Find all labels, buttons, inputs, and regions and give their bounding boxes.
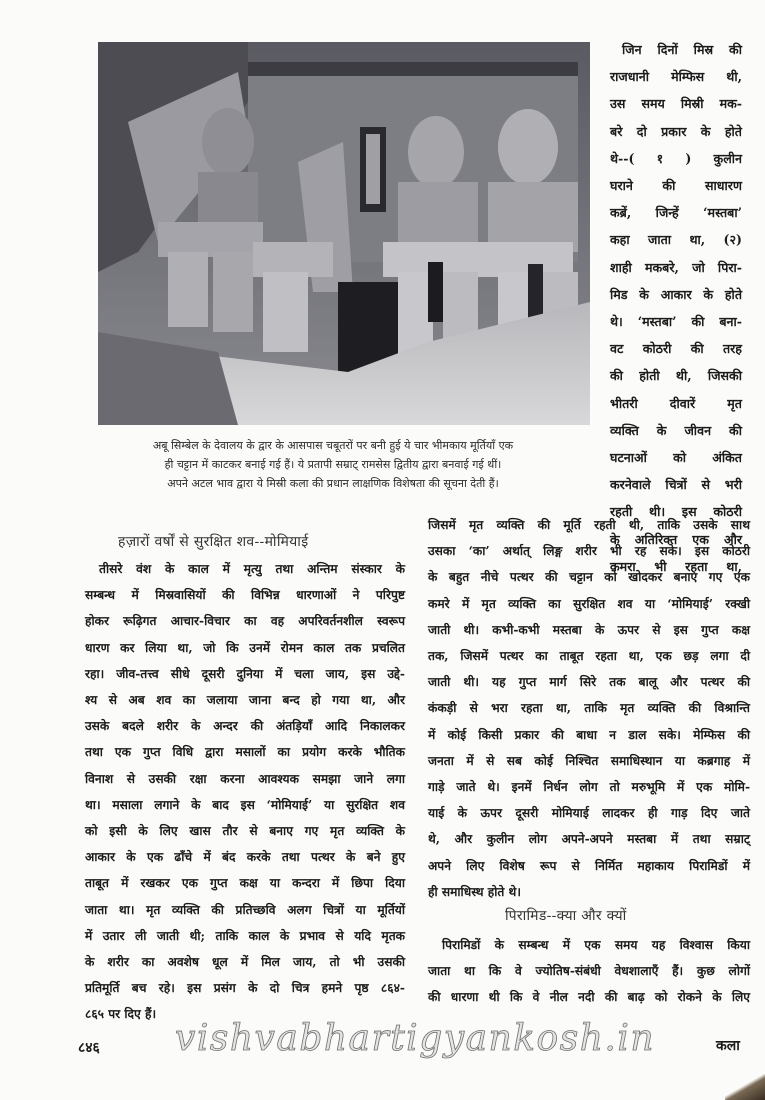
text-line: था। मसाला लगाने के बाद इस ‘मोमियाई’ या सुरक्षित शव	[85, 797, 405, 812]
text-line: जिसमें मृत व्यक्ति की मूर्ति रहती थी, ताकि उसके साथ	[428, 518, 750, 532]
text-line: तथा एक गुप्त विधि द्वारा मसालों का प्रयोग करके भौतिक	[85, 745, 405, 760]
text-line: शाही मकबरे, जो पिरा-	[610, 259, 742, 275]
text-line: में उतार ली जाती थी; ताकि काल के प्रभाव से यदि मृतक	[85, 928, 405, 943]
text-line: मिड के आकार के होते	[610, 286, 742, 302]
text-line: श्य से अब शव का जलाया जाना बन्द हो गया था, और	[85, 693, 405, 708]
text-line: वट कोठरी की तरह	[610, 341, 742, 357]
text-line: घटनाओं को अंकित	[610, 450, 742, 466]
text-line: थे, और कुलीन लोग अपने-अपने मस्तबा में तथा सम्राट्	[428, 832, 750, 847]
text-line: ही समाधिस्थ होते थे।	[428, 884, 521, 899]
text-line: होकर रूढ़िगत आचार-विचार का वह अपरिवर्तनशील स्वरूप	[85, 614, 405, 629]
text-line: की धारणा थी कि वे नील नदी की बाढ़ को रोकने के लिए	[428, 990, 750, 1005]
text-line: जाती थी। यह गुप्त मार्ग सिरे तक बालू और पत्थर की	[428, 675, 750, 690]
right-column-text	[428, 512, 750, 905]
text-line: जाता था। मृत व्यक्ति की प्रतिच्छवि अलग चित्रों या मूर्तियों	[85, 902, 405, 917]
text-line: जिन दिनों मिस्र की	[622, 42, 742, 57]
text-line: कंकड़ी से भरा रहता था, ताकि मृत व्यक्ति की विश्रान्ति	[428, 701, 750, 716]
text-line: घराने की साधारण	[610, 178, 742, 194]
text-line: पिरामिडों के सम्बन्ध में एक समय यह विश्वास किया	[442, 938, 750, 952]
photo-illustration	[98, 42, 590, 425]
text-line: अपने लिए विशेष रूप से निर्मित महाकाय पिरामिडों में	[428, 858, 750, 873]
text-line: सम्बन्ध में मिस्रवासियों की विभिन्न धारणाओं ने परिपुष्ट	[85, 588, 405, 603]
text-line: तीसरे वंश के काल में मृत्यु तथा अन्तिम संस्कार के	[99, 562, 405, 576]
text-line: के अतिरिक्त एक और	[610, 531, 742, 547]
text-line: ताबूत में रखकर एक गुप्त कक्ष या कन्दरा में छिपा दिया	[85, 876, 405, 891]
text-line: कब्रें, जिन्हें ‘मस्तबा’	[610, 205, 742, 221]
text-line: उस समय मिस्री मक-	[610, 96, 742, 112]
caption-line: अबू सिम्बेल के देवालय के द्वार के आसपास चबूतरों पर बनी हुई ये चार भीमकाय मूर्तियाँ एक	[152, 439, 514, 452]
text-line: जाता था कि वे ज्योतिष-संबंधी वेधशालाएँ हैं। कुछ लोगों	[428, 964, 750, 979]
text-line: तक, जिसमें पत्थर का ताबूत रहता था, एक छड़ लगा दी	[428, 649, 750, 664]
section-heading-pyramids: पिरामिड--क्या और क्यों	[505, 908, 627, 924]
text-line: कमरे में मृत व्यक्ति का सुरक्षित शव या ‘मोमियाई’ रक्खी	[428, 596, 750, 611]
text-line: भीतरी दीवारें मृत	[610, 395, 742, 411]
text-line: आकार के एक ढाँचे में बंद करके तथा पत्थर के बने हुए	[85, 850, 405, 865]
text-line: ८६५ पर दिए हैं।	[85, 1007, 157, 1022]
text-line: धारण कर लिया था, जो कि उनमें रोमन काल तक प्रचलित	[85, 640, 405, 655]
text-line: व्यक्ति के जीवन की	[610, 422, 742, 438]
page-number: ८४६	[78, 1040, 100, 1056]
text-line: रहती थी। इस कोठरी	[610, 504, 742, 520]
side-column-text	[610, 36, 742, 580]
text-line: जाती थी। कभी-कभी मस्तबा के ऊपर से इस गुप्त कक्ष	[428, 622, 750, 637]
text-line: प्रतिमूर्ति बच रहे। इस प्रसंग के दो चित्र हमने पृष्ठ ८६४-	[85, 981, 405, 996]
text-line: विनाश से उसकी रक्षा करना आवश्यक समझा जाने लगा	[85, 771, 405, 786]
pyramids-text	[428, 932, 750, 1011]
figure-caption	[78, 436, 588, 493]
caption-line: अपने अटल भाव द्वारा ये मिस्री कला की प्रधान लाक्षणिक विशेषता की सूचना देती हैं।	[167, 477, 499, 490]
left-column-text	[85, 556, 405, 1028]
text-line: के बहुत नीचे पत्थर की चट्टान को खोदकर बनाए गए एक	[428, 570, 750, 585]
text-line: जनता में से सब कोई निश्चित समाधिस्थान या कब्रगाह में	[428, 753, 750, 768]
page-edge-shadow	[725, 1074, 765, 1100]
text-line: बरे दो प्रकार के होते	[610, 123, 742, 139]
text-line: की होती थी, जिसकी	[610, 368, 742, 384]
text-line: गाड़े जाते थे। इनमें निर्धन लोग तो मरुभूमि में एक मोमि-	[428, 780, 750, 795]
text-line: थे। ‘मस्तबा’ की बना-	[610, 314, 742, 330]
text-line: के शरीर का अवशेष धूल में मिल जाय, तो भी उसकी	[85, 955, 405, 970]
section-heading-mummies: हज़ारों वर्षों से सुरक्षित शव--मोमियाई	[118, 534, 309, 550]
watermark: vishvabhartigyankosh.in	[175, 1018, 656, 1059]
text-line: कहा जाता था, (२)	[610, 232, 742, 248]
text-line: में कोई किसी प्रकार की बाधा न डाल सके। मेम्फिस की	[428, 727, 750, 742]
text-line: राजधानी मेम्फिस थी,	[610, 69, 742, 85]
text-line: कमरा भी रहता था,	[610, 558, 742, 574]
running-head: कला	[716, 1038, 740, 1054]
text-line: करनेवाले चित्रों से भरी	[610, 477, 742, 493]
text-line: याई के ऊपर दूसरी मोमियाई लादकर ही गाड़ दिए जाते	[428, 806, 750, 821]
caption-line: ही चट्टान में काटकर बनाई गई हैं। ये प्रतापी सम्राट् रामसेस द्वितीय द्वारा बनवाई गई थीं।	[164, 458, 502, 471]
colossi-photograph	[98, 42, 590, 425]
text-line: उसका ‘का’ अर्थात् लिङ्ग शरीर भी रह सके। इस कोठरी	[428, 544, 750, 559]
text-line: थे--( १ ) कुलीन	[610, 150, 742, 166]
text-line: उसके बदले शरीर के अन्दर की अंतड़ियाँ आदि निकालकर	[85, 719, 405, 734]
text-line: को इसी के लिए खास तौर से बनाए गए मृत व्यक्ति के	[85, 824, 405, 839]
text-line: रहा। जीव-तत्त्व सीधे दूसरी दुनिया में चला जाय, इस उद्दे-	[85, 666, 405, 681]
